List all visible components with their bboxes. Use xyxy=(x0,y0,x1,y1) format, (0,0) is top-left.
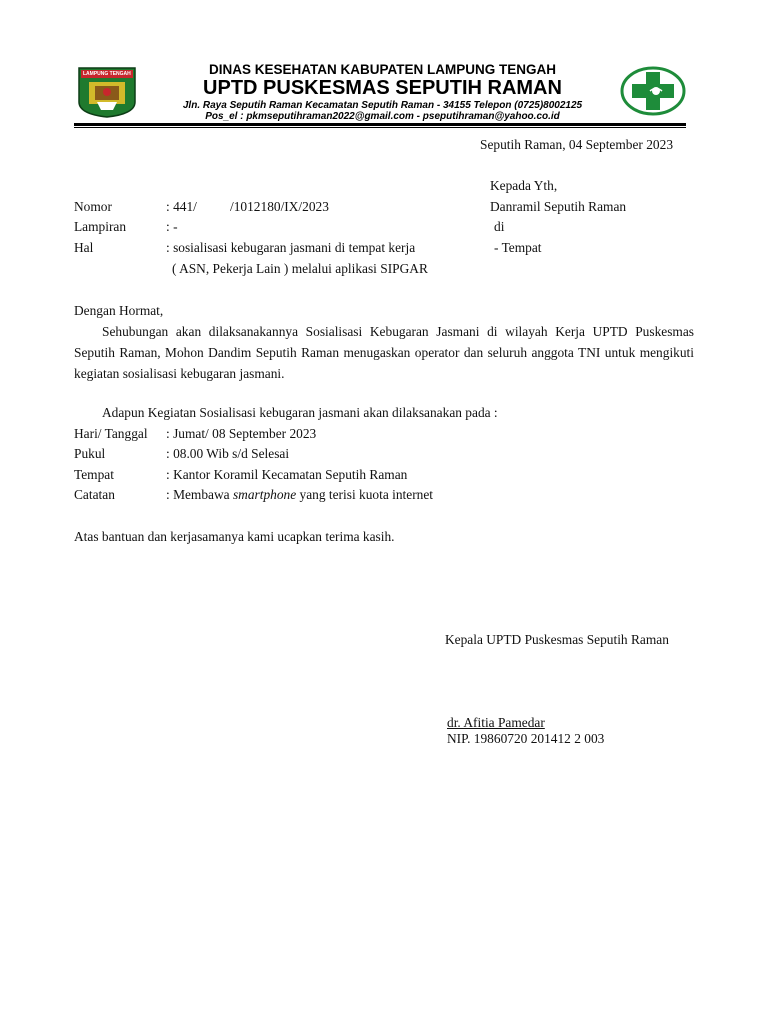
signatory-nip: NIP. 19860720 201412 2 003 xyxy=(447,731,605,746)
recipient-place: - Tempat xyxy=(494,240,542,255)
agency-name: DINAS KESEHATAN KABUPATEN LAMPUNG TENGAH xyxy=(209,62,556,77)
closing-line: Atas bantuan dan kerjasamanya kami ucapkan terima kasih. xyxy=(74,529,395,544)
lampung-tengah-logo xyxy=(77,66,137,118)
hari-label: Hari/ Tanggal xyxy=(74,426,148,441)
catatan-label: Catatan xyxy=(74,487,115,502)
tempat-value: : Kantor Koramil Kecamatan Seputih Raman xyxy=(166,467,408,482)
hal-value-1: : sosialisasi kebugaran jasmani di tempat kerja xyxy=(166,240,416,255)
paragraph-request: Sehubungan akan dilaksanakannya Sosialisasi Kebugaran Jasmani di wilayah Kerja UPTD Puskesmas Seputih Raman, Mohon Dandim Seputih Raman menugaskan operator dan seluruh anggota TNI untuk mengikuti kegiatan sosialisasi kebugaran jasmani. xyxy=(74,324,694,381)
nomor-prefix: : 441/ xyxy=(166,199,197,214)
letterhead-rule-thin xyxy=(74,127,686,128)
address-line: Jln. Raya Seputih Raman Kecamatan Seputih Raman - 34155 Telepon (0725)8002125 xyxy=(182,100,583,111)
signatory-title: Kepala UPTD Puskesmas Seputih Raman xyxy=(445,632,669,647)
hal-label: Hal xyxy=(74,240,94,255)
logo-caption: LAMPUNG TENGAH xyxy=(83,71,131,77)
tempat-label: Tempat xyxy=(74,467,114,482)
salutation: Dengan Hormat, xyxy=(74,303,164,318)
recipient-greeting: Kepada Yth, xyxy=(490,178,558,193)
health-cross-icon xyxy=(620,66,686,116)
catatan-prefix: : Membawa xyxy=(166,487,233,502)
signatory-name: dr. Afitia Pamedar xyxy=(447,715,545,730)
hari-value: : Jumat/ 08 September 2023 xyxy=(166,426,317,441)
catatan-italic: smartphone xyxy=(232,487,297,502)
pukul-label: Pukul xyxy=(74,446,106,461)
paragraph-schedule-intro: Adapun Kegiatan Sosialisasi kebugaran jasmani akan dilaksanakan pada : xyxy=(102,405,498,420)
puskesmas-logo xyxy=(620,66,686,116)
date-line: Seputih Raman, 04 September 2023 xyxy=(480,137,674,152)
email-line: Pos_el : pkmseputihraman2022@gmail.com - pseputihraman@yahoo.co.id xyxy=(205,111,560,122)
hal-value-2: ( ASN, Pekerja Lain ) melalui aplikasi SIPGAR xyxy=(172,261,428,276)
nomor-suffix: /1012180/IX/2023 xyxy=(230,199,329,214)
catatan-suffix: yang terisi kuota internet xyxy=(296,487,434,502)
lampiran-value: : - xyxy=(166,219,178,234)
lampiran-label: Lampiran xyxy=(74,219,127,234)
recipient-name: Danramil Seputih Raman xyxy=(490,199,627,214)
organization-name: UPTD PUSKESMAS SEPUTIH RAMAN xyxy=(203,77,562,99)
letterhead-rule-thick xyxy=(74,123,686,126)
pukul-value: : 08.00 Wib s/d Selesai xyxy=(166,446,290,461)
recipient-di: di xyxy=(494,219,505,234)
nomor-label: Nomor xyxy=(74,199,112,214)
catatan-value xyxy=(166,487,433,503)
